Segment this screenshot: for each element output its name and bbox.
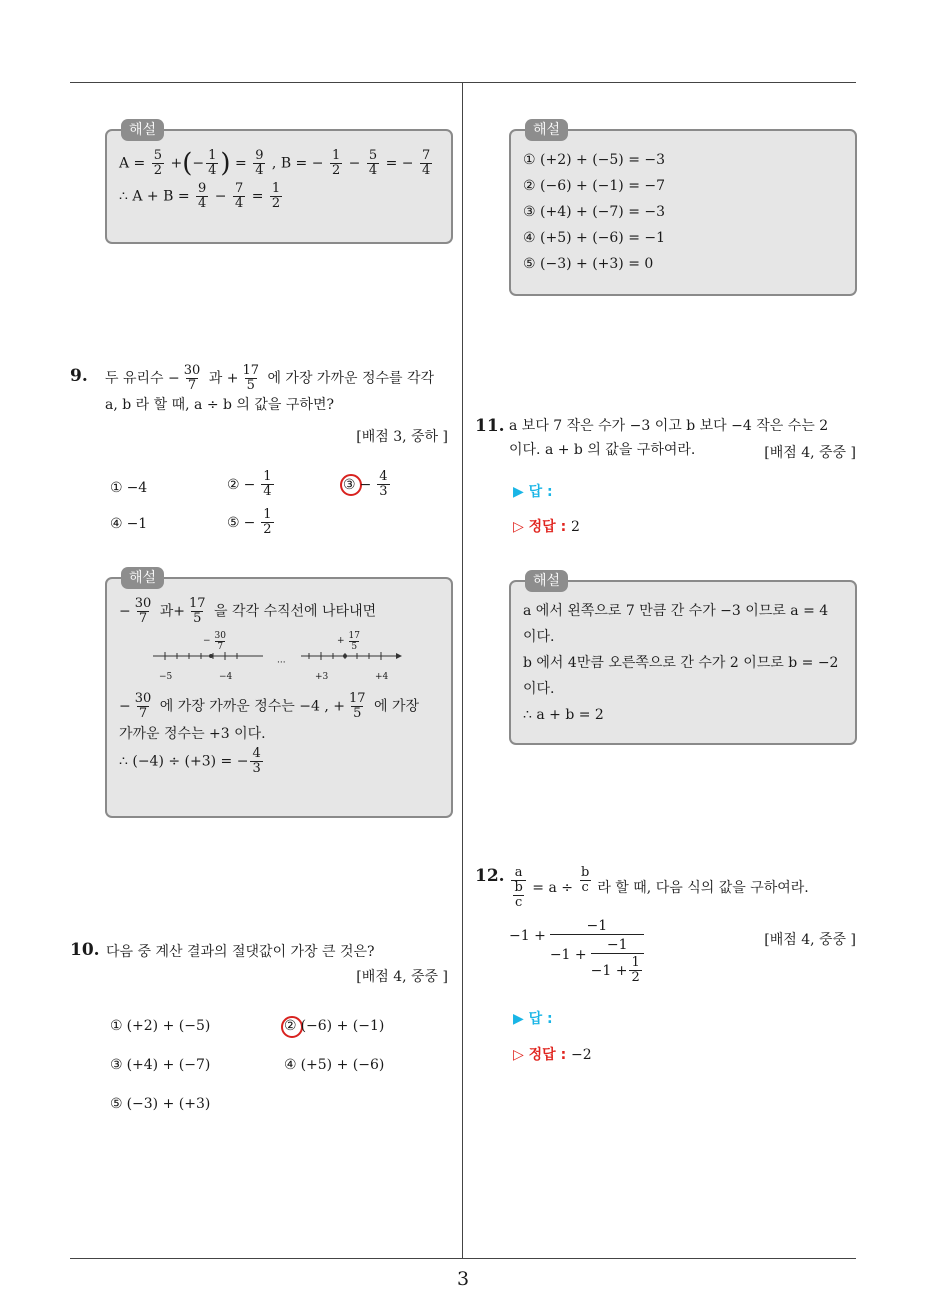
top-rule (70, 82, 856, 83)
explanation-line: − $\frac{30}{7}$ 에 가장 가까운 정수는 −4 , + $\frac{17}{5}$ 에 가장 (119, 691, 420, 721)
tick-label: −5 (159, 672, 173, 682)
explanation-line: a 에서 왼쪽으로 7 만큼 간 수가 −3 이므로 a = 4 (523, 603, 829, 619)
explanation-line: ④ (+5) + (−6) = −1 (523, 230, 666, 246)
question-number-9: 9. (70, 366, 88, 386)
explanation-tag: 해설 (121, 567, 164, 589)
choice-9-1[interactable]: ① −4 (110, 480, 148, 496)
number-line-svg (151, 634, 451, 688)
explanation-line: ∴ a + b = 2 (523, 707, 604, 723)
explanation-line: ∴ (−4) ÷ (+3) = − $\frac{4}{3}$ (119, 746, 261, 776)
fraction: $\frac{1}{4}$ (263, 469, 272, 499)
explanation-tag: 해설 (525, 119, 568, 141)
explanation-box-q8 (105, 122, 453, 244)
fraction: $\frac{17}{5}$ (348, 691, 366, 721)
number-line-figure (119, 630, 439, 688)
explanation-tag: 해설 (121, 119, 164, 141)
correct-answer-value: 2 (571, 519, 580, 535)
bottom-rule (70, 1258, 856, 1259)
answer-input-label[interactable]: ▶ 답 : (513, 1011, 553, 1027)
fraction: $\frac{7}{4}$ (234, 181, 244, 211)
fraction: $\frac{4}{3}$ (252, 746, 261, 776)
explanation-line: 이다. (523, 629, 555, 645)
answer-input-label[interactable]: ▶ 답 : (513, 484, 553, 500)
choice-10-4[interactable]: ④ (+5) + (−6) (284, 1057, 385, 1073)
fraction: $\frac{17}{5}$ (189, 596, 206, 626)
explanation-line: ∴ A + B = $\frac{9}{4}$ − $\frac{7}{4}$ = $\frac{1}{2}$ (119, 181, 281, 211)
choice-9-4[interactable]: ④ −1 (110, 516, 148, 532)
fraction: $\frac{30}{7}$ (134, 691, 152, 721)
explanation-box-q11 (509, 573, 857, 745)
correct-answer: ▷ 정답 : 2 (513, 519, 580, 535)
fraction: $\frac{9}{4}$ (255, 148, 264, 178)
fraction: $\frac{30}{7}$ (134, 596, 152, 626)
explanation-line: ③ (+4) + (−7) = −3 (523, 204, 666, 220)
page-number: 3 (456, 1268, 470, 1290)
choice-9-2[interactable]: ② − $\frac{1}{4}$ (227, 469, 272, 499)
explanation-line: ① (+2) + (−5) = −3 (523, 152, 666, 168)
explanation-line: b 에서 4만큼 오른쪽으로 간 수가 2 이므로 b = −2 (523, 655, 839, 671)
fraction: $\frac{9}{4}$ (198, 181, 207, 211)
compound-fraction: a b c (511, 866, 526, 910)
fraction: $\frac{17}{5}$ (242, 363, 259, 393)
column-divider (462, 82, 463, 1258)
fraction: $\frac{5}{4}$ (368, 148, 378, 178)
explanation-box-q9 (105, 570, 453, 818)
question-10-score: [배점 4, 중중 ] (356, 969, 448, 985)
nl-left-point-label: − $\frac{30}{7}$ (203, 630, 226, 652)
correct-answer-value: −2 (571, 1047, 592, 1063)
question-12-text: a b c = a ÷ $\frac{b}{c}$ 라 할 때, 다음 식의 값을 구하여라. (509, 866, 809, 910)
question-number-12: 12. (475, 866, 505, 886)
fraction: $\frac{1}{4}$ (208, 148, 217, 178)
explanation-line: − $\frac{30}{7}$ 과+ $\frac{17}{5}$ 을 각각 수직선에 나타내면 (119, 596, 377, 626)
question-11-score: [배점 4, 중중 ] (764, 445, 856, 461)
fraction: $\frac{30}{7}$ (183, 363, 201, 393)
explanation-box-q10 (509, 122, 857, 296)
fraction: $\frac{4}{3}$ (379, 469, 388, 499)
choice-10-3[interactable]: ③ (+4) + (−7) (110, 1057, 211, 1073)
fraction: $\frac{7}{4}$ (421, 148, 431, 178)
fraction: $\frac{5}{2}$ (153, 148, 163, 178)
fraction: $\frac{1}{2}$ (631, 955, 640, 985)
choice-10-1[interactable]: ① (+2) + (−5) (110, 1018, 211, 1034)
tick-label: +4 (375, 672, 389, 682)
explanation-line: 가까운 정수는 +3 이다. (119, 726, 266, 742)
question-number-11: 11. (475, 416, 505, 436)
fraction: $\frac{1}{2}$ (263, 507, 272, 537)
fraction: $\frac{b}{c}$ (581, 865, 590, 895)
correct-answer: ▷ 정답 : −2 (513, 1047, 592, 1063)
fraction: $\frac{1}{2}$ (271, 181, 281, 211)
question-10-text: 다음 중 계산 결과의 절댓값이 가장 큰 것은? (106, 944, 375, 960)
question-9-text: 두 유리수 − $\frac{30}{7}$ 과 + $\frac{17}{5}$ 에 가장 가까운 정수를 각각 a, b 라 할 때, a ÷ b 의 값을 구하면? (105, 363, 435, 413)
choice-9-3[interactable]: ③ − $\frac{4}{3}$ (343, 469, 388, 499)
choice-9-5[interactable]: ⑤ − $\frac{1}{2}$ (227, 507, 272, 537)
nl-dots: ··· (277, 658, 286, 668)
explanation-line: ② (−6) + (−1) = −7 (523, 178, 666, 194)
nl-right-point-label: + $\frac{17}{5}$ (337, 630, 360, 652)
point-marker (209, 654, 213, 658)
continued-fraction: −1 + −1 −1 + −1 −1 + $\frac{1}{2}$ (509, 918, 644, 985)
question-9-score: [배점 3, 중하 ] (356, 429, 448, 445)
explanation-line: ⑤ (−3) + (+3) = 0 (523, 256, 654, 272)
choice-10-5[interactable]: ⑤ (−3) + (+3) (110, 1096, 211, 1112)
tick-label: +3 (315, 672, 329, 682)
explanation-line: 이다. (523, 681, 555, 697)
question-number-10: 10. (70, 940, 100, 960)
point-marker (343, 654, 347, 658)
arrow-right-icon (396, 653, 402, 659)
tick-label: −4 (219, 672, 233, 682)
explanation-tag: 해설 (525, 570, 568, 592)
fraction: $\frac{1}{2}$ (331, 148, 341, 178)
explanation-line: A = $\frac{5}{2}$ +(− $\frac{1}{4}$ ) = $\frac{9}{4}$ , B = − $\frac{1}{2}$ − $\frac{5}{4}$ = − $\frac{7}{4}$ (119, 148, 431, 179)
choice-10-2[interactable]: ② (−6) + (−1) (284, 1018, 385, 1034)
question-12-score: [배점 4, 중중 ] (764, 932, 856, 948)
question-11-text: a 보다 7 작은 수가 −3 이고 b 보다 −4 작은 수는 2 이다. a + b 의 값을 구하여라. (509, 418, 829, 458)
